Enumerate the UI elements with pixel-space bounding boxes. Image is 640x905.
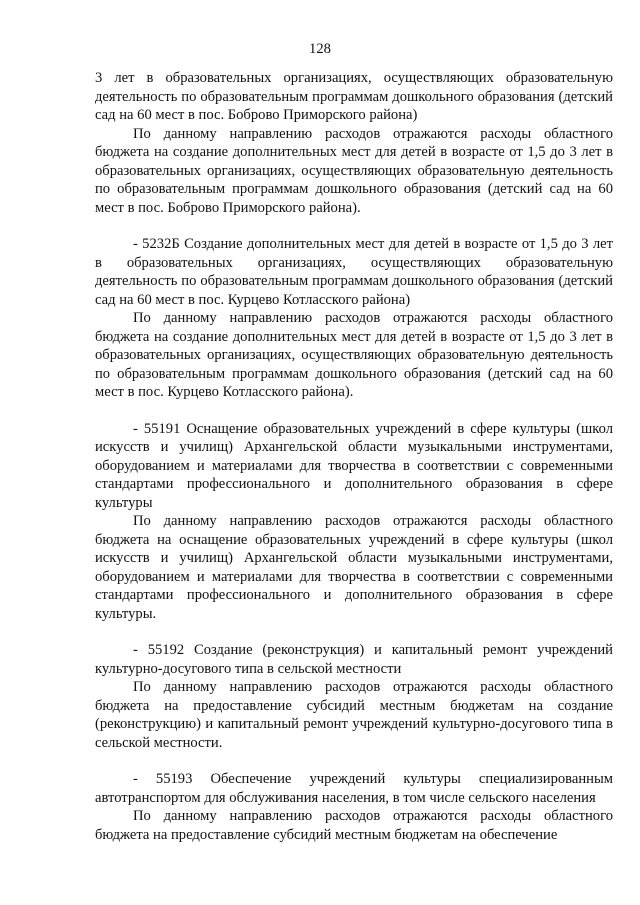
section-heading: - 55191 Оснащение образовательных учреждений в сфере культуры (школ искусств и училищ) Архангельской области музыкальными инструментами, оборудованием и материалами для творчества в соответствии с современными стандартами профессионального и дополнительного образования в сфере культуры	[95, 420, 613, 511]
paragraph-gap	[95, 217, 613, 235]
paragraph-gap	[95, 402, 613, 420]
paragraph: По данному направлению расходов отражаются расходы областного бюджета на предоставление субсидий местным бюджетам на обеспечение	[95, 808, 613, 843]
page-number: 128	[309, 41, 331, 57]
paragraph-gap	[95, 752, 613, 770]
section-heading: - 5232Б Создание дополнительных мест для детей в возрасте от 1,5 до 3 лет в образовательных организациях, осуществляющих образовательную деятельность по образовательным программам дошкольного образования (детский сад на 60 мест в пос. Курцево Котласского района)	[95, 236, 613, 308]
paragraph: По данному направлению расходов отражаются расходы областного бюджета на создание дополнительных мест для детей в возрасте от 1,5 до 3 лет в образовательных организациях, осуществляющих образовательную деятельность по образовательным программам дошкольного образования (детский сад на 60 мест в пос. Курцево Котласского района).	[95, 310, 613, 400]
paragraph: По данному направлению расходов отражаются расходы областного бюджета на создание дополнительных мест для детей в возрасте от 1,5 до 3 лет в образовательных организациях, осуществляющих образовательную деятельность по образовательным программам дошкольного образования (детский сад на 60 мест в пос. Боброво Приморского района).	[95, 125, 613, 216]
paragraph: По данному направлению расходов отражаются расходы областного бюджета на предоставление субсидий местным бюджетам на создание (реконструкцию) и капитальный ремонт учреждений культурно-досугового типа в сельской местности.	[95, 679, 613, 751]
document-body	[95, 69, 613, 844]
section-heading: - 55193 Обеспечение учреждений культуры специализированным автотранспортом для обслуживания населения, в том числе сельского населения	[95, 771, 613, 806]
section-heading: - 55192 Создание (реконструкция) и капитальный ремонт учреждений культурно-досугового типа в сельской местности	[95, 642, 613, 677]
paragraph: 3 лет в образовательных организациях, осуществляющих образовательную деятельность по образовательным программам дошкольного образования (детский сад на 60 мест в пос. Боброво Приморского района)	[95, 70, 613, 123]
paragraph: По данному направлению расходов отражаются расходы областного бюджета на оснащение образовательных учреждений в сфере культуры (школ искусств и училищ) Архангельской области музыкальными инструментами, оборудованием и материалами для творчества в соответствии с современными стандартами профессионального и дополнительного образования в сфере культуры.	[95, 513, 613, 622]
paragraph-gap	[95, 623, 613, 641]
